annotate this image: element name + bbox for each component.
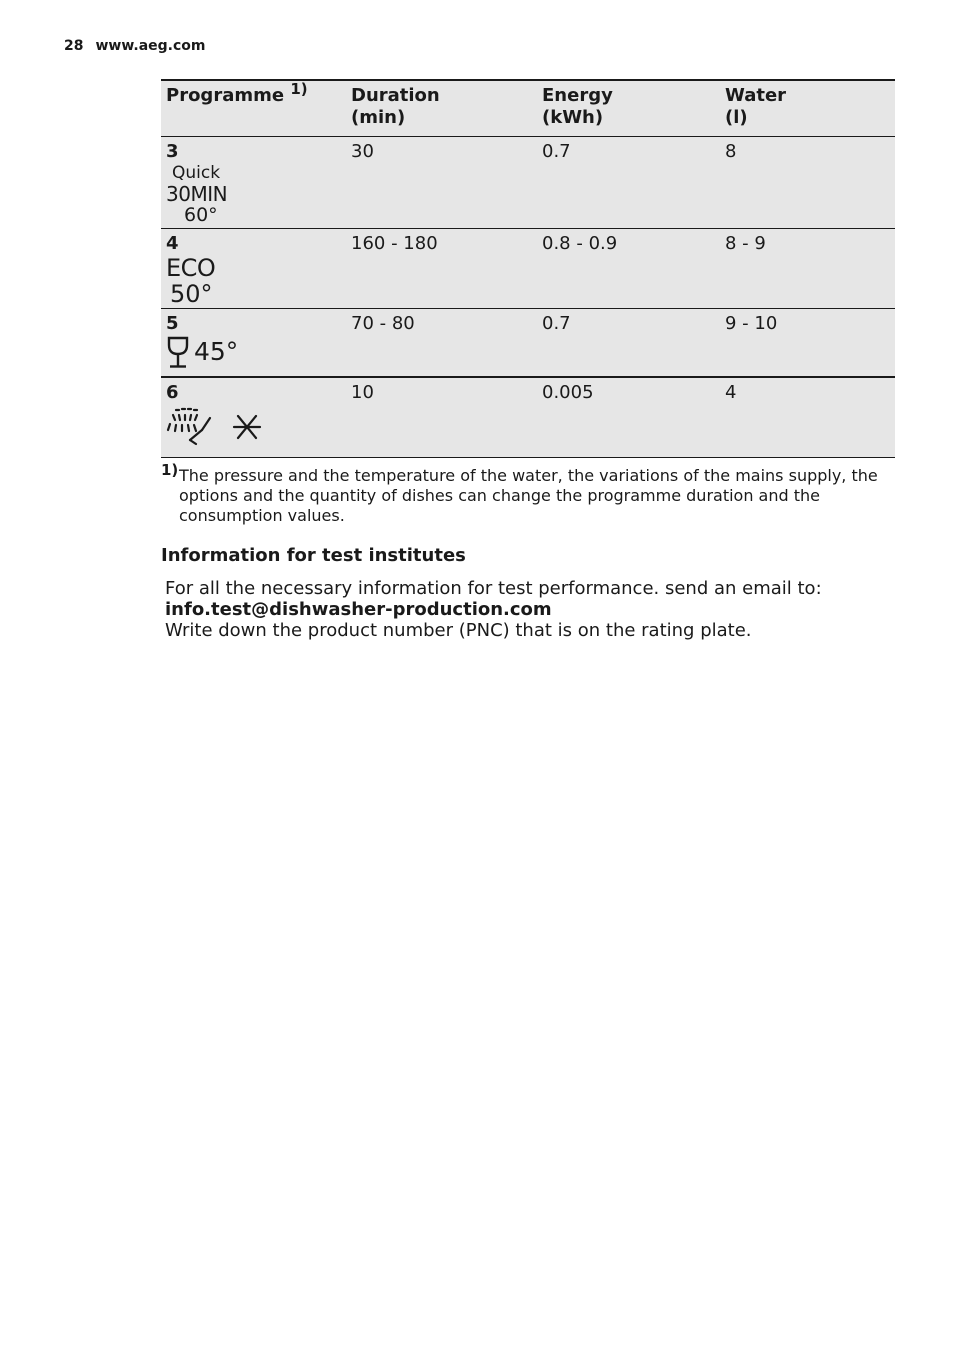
footnote-ref: 1) bbox=[290, 80, 308, 98]
temperature-label: 50° bbox=[170, 279, 213, 308]
programme-cell bbox=[161, 136, 346, 228]
programme-number: 5 bbox=[166, 312, 179, 334]
programme-number: 3 bbox=[166, 140, 179, 162]
site-url: www.aeg.com bbox=[95, 38, 206, 54]
programme-cell bbox=[161, 228, 346, 308]
table-row bbox=[161, 308, 895, 377]
temperature-label: 60° bbox=[184, 203, 218, 226]
info-line: Write down the product number (PNC) that is on the rating plate. bbox=[165, 620, 752, 641]
col-energy: Energy (kWh) bbox=[542, 85, 613, 128]
wine-glass-icon bbox=[166, 335, 190, 369]
footnote bbox=[161, 460, 881, 526]
water-cell: 8 - 9 bbox=[725, 232, 766, 254]
energy-cell: 0.005 bbox=[542, 382, 594, 403]
info-paragraph bbox=[165, 578, 822, 641]
energy-cell: 0.7 bbox=[542, 140, 571, 162]
water-cell: 4 bbox=[725, 382, 737, 403]
info-line: For all the necessary information for test performance. send an email to: bbox=[165, 578, 822, 599]
quick-label: Quick bbox=[172, 162, 221, 183]
energy-cell: 0.8 - 0.9 bbox=[542, 232, 618, 254]
page-header bbox=[64, 38, 206, 54]
table-row bbox=[161, 136, 895, 228]
table-row bbox=[161, 228, 895, 308]
rinse-spray-icon bbox=[166, 406, 228, 448]
duration-cell: 10 bbox=[351, 382, 374, 403]
col-duration: Duration (min) bbox=[351, 85, 440, 128]
programme-cell bbox=[161, 377, 346, 457]
energy-cell: 0.7 bbox=[542, 312, 571, 334]
contact-email: info.test@dishwasher-production.com bbox=[165, 599, 552, 620]
programme-cell bbox=[161, 308, 346, 377]
footnote-mark: 1) bbox=[161, 461, 179, 479]
table-row bbox=[161, 377, 895, 457]
programme-number: 6 bbox=[166, 382, 179, 403]
section-title: Information for test institutes bbox=[161, 545, 466, 566]
duration-cell: 30 bbox=[351, 140, 374, 162]
eco-label: ECO bbox=[166, 253, 216, 282]
col-water: Water (l) bbox=[725, 85, 787, 128]
water-cell: 8 bbox=[725, 140, 737, 162]
col-programme: Programme $^{1)}$ bbox=[166, 80, 308, 106]
programme-table bbox=[161, 79, 895, 458]
temperature-label: 45° bbox=[194, 336, 239, 366]
30min-label: 30MIN bbox=[166, 181, 228, 206]
table-header-row bbox=[161, 80, 895, 136]
programme-number: 4 bbox=[166, 232, 179, 254]
water-cell: 9 - 10 bbox=[725, 312, 778, 334]
footnote-text: The pressure and the temperature of the water, the variations of the mains supply, the options and the quantity of dishes can change the programme duration and the consumption values. bbox=[179, 466, 878, 525]
hold-asterisk-icon bbox=[232, 412, 262, 442]
duration-cell: 160 - 180 bbox=[351, 232, 438, 254]
duration-cell: 70 - 80 bbox=[351, 312, 415, 334]
page-number: 28 bbox=[64, 38, 84, 54]
